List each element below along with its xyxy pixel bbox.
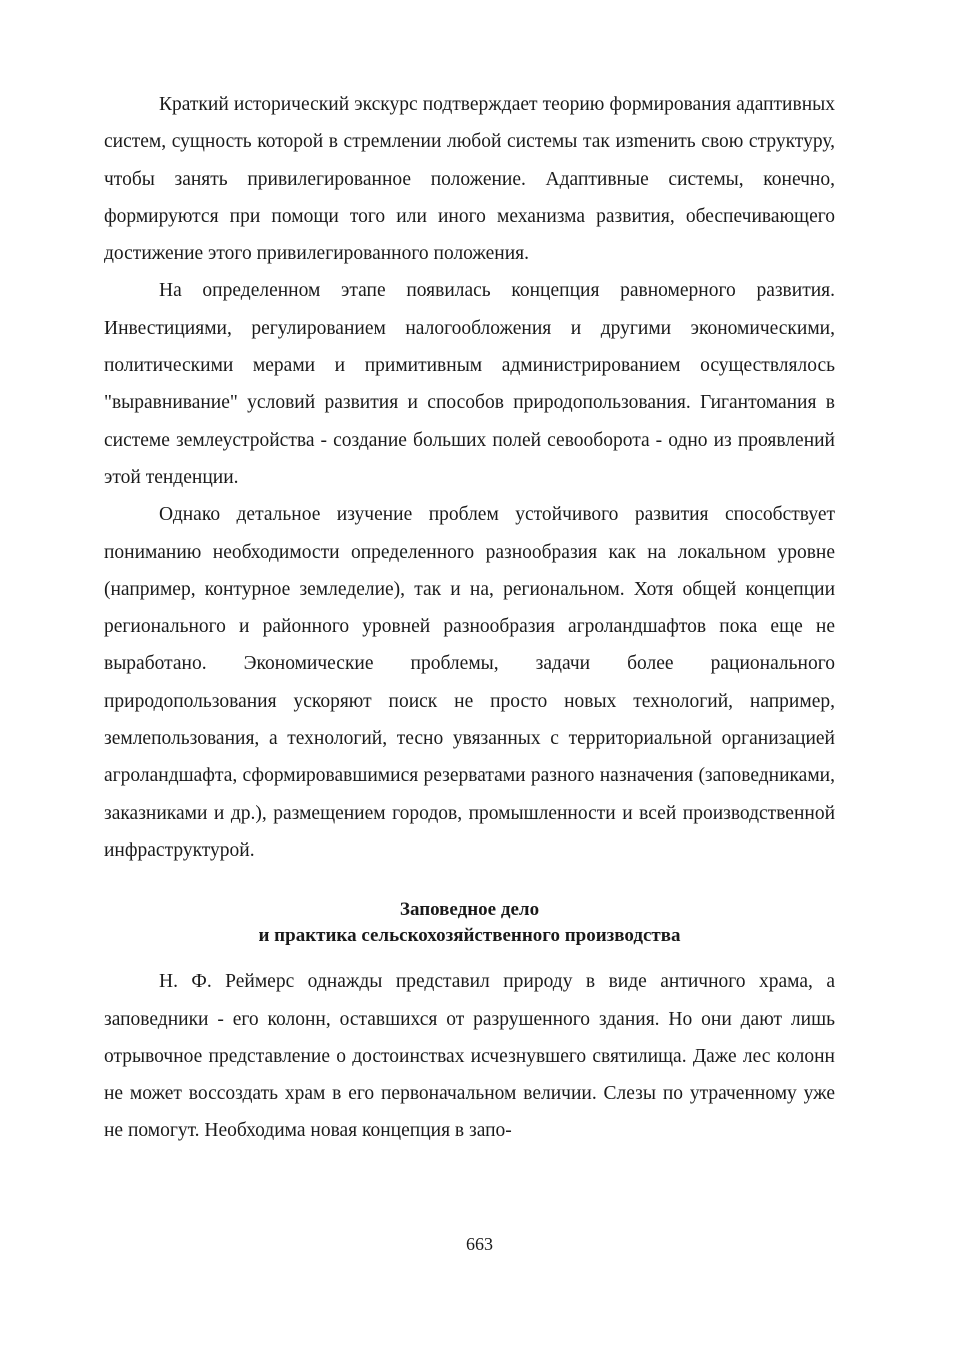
- section-heading: [104, 897, 835, 949]
- paragraph-sustainable-development: Однако детальное изучение проблем устойчивого развития способствует пониманию необходимости определенного разнообразия как на локальном уровне (например, контурное земледелие), так и на, региональном. Хотя общей концепции регионального и районного уровней разнообразия агроландшафтов пока еще не выработано. Экономические проблемы, задачи более рационального природопользования ускоряют поиск не просто новых технологий, например, землепользования, а технологий, тесно увязанных с территориальной организацией агроландшафта, сформировавшимися резерватами разного назначения (заповедниками, заказниками и др.), размещением городов, промышленности и всей производственной инфраструктурой.: [104, 504, 835, 861]
- paragraph-reserves: Н. Ф. Реймерс однажды представил природу в виде античного храма, а заповедники - его колонн, оставшихся от разрушенного здания. Но они дают лишь отрывочное представление о достоинствах исчезнувшего святилища. Даже лес колонн не может воссоздать храм в его первоначальном величии. Слезы по утраченному уже не помогут. Необходима новая концепция в запо-: [104, 971, 835, 1142]
- section-heading-line-1: Заповедное дело: [399, 899, 540, 921]
- page-body: [104, 86, 835, 1150]
- paragraph-adaptive-systems: Краткий исторический экскурс подтверждает теорию формирования адаптивных систем, сущность которой в стремлении любой системы так изmенить свою структуру, чтобы занять привилегированное положение. Адаптивные системы, конечно, формируются при помощи того или иного механизма развития, обеспечивающего достижение этого привилегированного положения.: [104, 94, 835, 265]
- paragraph-uniform-development: На определенном этапе появилась концепция равномерного развития. Инвестициями, регулированием налогообложения и другими экономическими, политическими мерами и примитивным администрированием осуществлялось "выравнивание" условий развития и способов природопользования. Гигантомания в системе землеустройства - создание больших полей севооборота - одно из проявлений этой тенденции.: [104, 280, 835, 488]
- page-number: 663: [466, 1234, 493, 1254]
- section-heading-line-2: и практика сельскохозяйственного производства: [258, 925, 681, 947]
